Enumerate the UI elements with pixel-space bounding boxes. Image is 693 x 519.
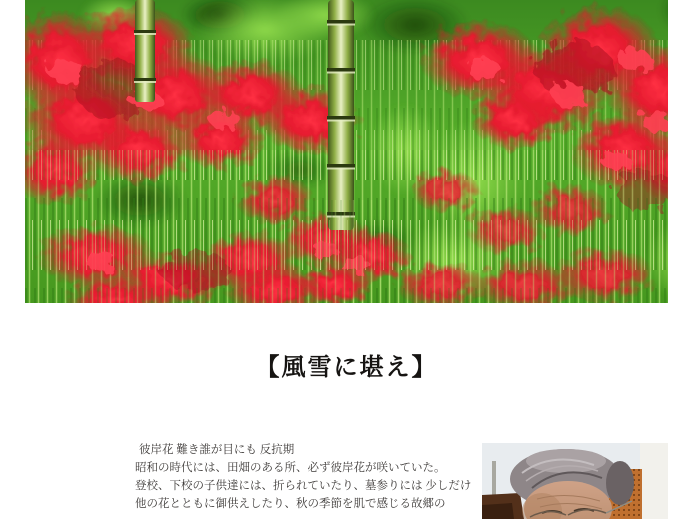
portrait-photo: [482, 443, 668, 519]
bamboo-stalk-left: [134, 0, 156, 102]
body-line-2: 登校、下校の子供達には、折られていたり、墓参りには 少しだけ: [135, 480, 472, 492]
body-line-3: 他の花とともに御供えしたり、秋の季節を肌で感じる故郷の: [135, 498, 446, 510]
spider-lily-field-art: [25, 0, 668, 303]
bamboo-stalk-main: [327, 0, 355, 230]
body-line-1: 昭和の時代には、田畑のある所、必ず彼岸花が咲いていた。: [135, 462, 446, 474]
elderly-man-portrait-art: [482, 443, 668, 519]
page-title: 【風雪に堪え】: [255, 355, 438, 381]
hero-photo: [25, 0, 668, 303]
body-text-block: [135, 441, 480, 513]
haiku-line: 彼岸花 難き誰が目にも 反抗期: [139, 444, 295, 456]
